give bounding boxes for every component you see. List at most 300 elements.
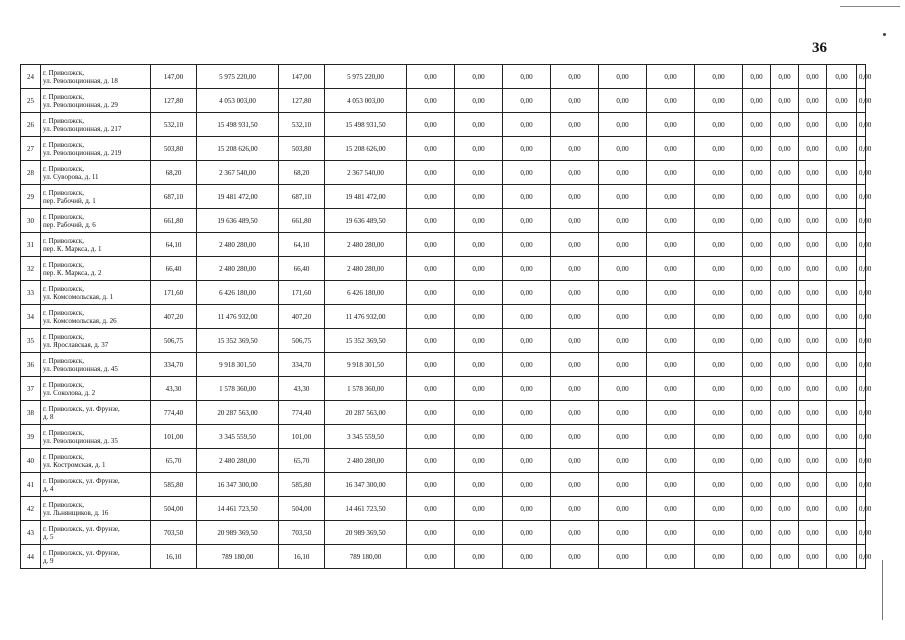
zero-cell: 0,00 [599,137,647,161]
table-row [21,521,866,545]
zero-cell: 0,00 [407,449,455,473]
zero-cell: 0,00 [771,497,799,521]
area-cell-2: 147,00 [279,65,325,89]
table-row [21,185,866,209]
row-number: 33 [21,281,41,305]
cost-cell: 789 180,00 [197,545,279,569]
zero-cell: 0,00 [743,257,771,281]
zero-cell: 0,00 [857,209,866,233]
cost-cell-2: 4 053 003,00 [325,89,407,113]
zero-cell: 0,00 [551,65,599,89]
zero-cell: 0,00 [455,281,503,305]
area-cell-2: 66,40 [279,257,325,281]
zero-cell: 0,00 [743,545,771,569]
zero-cell: 0,00 [599,449,647,473]
zero-cell: 0,00 [771,161,799,185]
zero-cell: 0,00 [857,185,866,209]
cost-cell-2: 15 352 369,50 [325,329,407,353]
table-row [21,449,866,473]
zero-cell: 0,00 [503,65,551,89]
area-cell-2: 503,80 [279,137,325,161]
row-number: 32 [21,257,41,281]
cost-cell: 3 345 559,50 [197,425,279,449]
address-street: ул. Суворова, д. 11 [43,172,99,181]
zero-cell: 0,00 [407,161,455,185]
address-street: д. 5 [43,532,54,541]
zero-cell: 0,00 [743,425,771,449]
zero-cell: 0,00 [695,545,743,569]
zero-cell: 0,00 [771,65,799,89]
zero-cell: 0,00 [799,305,827,329]
area-cell: 661,80 [151,209,197,233]
zero-cell: 0,00 [799,233,827,257]
cost-cell-2: 19 636 489,50 [325,209,407,233]
zero-cell: 0,00 [407,425,455,449]
address-cell [41,473,151,497]
address-cell [41,545,151,569]
zero-cell: 0,00 [455,425,503,449]
zero-cell: 0,00 [551,209,599,233]
zero-cell: 0,00 [551,89,599,113]
cost-cell-2: 15 498 931,50 [325,113,407,137]
zero-cell: 0,00 [695,113,743,137]
zero-cell: 0,00 [455,329,503,353]
area-cell: 43,30 [151,377,197,401]
row-number: 43 [21,521,41,545]
zero-cell: 0,00 [799,401,827,425]
zero-cell: 0,00 [647,377,695,401]
zero-cell: 0,00 [551,305,599,329]
zero-cell: 0,00 [551,545,599,569]
table-row [21,545,866,569]
zero-cell: 0,00 [695,281,743,305]
zero-cell: 0,00 [827,281,857,305]
zero-cell: 0,00 [827,137,857,161]
area-cell-2: 407,20 [279,305,325,329]
address-street: ул. Революционная, д. 219 [43,148,122,157]
zero-cell: 0,00 [407,305,455,329]
zero-cell: 0,00 [799,377,827,401]
zero-cell: 0,00 [647,209,695,233]
address-cell [41,353,151,377]
address-city: г. Приволжск, [43,452,85,461]
zero-cell: 0,00 [503,89,551,113]
cost-cell: 14 461 723,50 [197,497,279,521]
row-number: 40 [21,449,41,473]
zero-cell: 0,00 [827,401,857,425]
cost-cell-2: 1 578 360,00 [325,377,407,401]
table-row [21,497,866,521]
row-number: 24 [21,65,41,89]
zero-cell: 0,00 [857,305,866,329]
zero-cell: 0,00 [799,257,827,281]
row-number: 25 [21,89,41,113]
area-cell: 703,50 [151,521,197,545]
zero-cell: 0,00 [551,233,599,257]
cost-cell-2: 20 989 369,50 [325,521,407,545]
zero-cell: 0,00 [503,113,551,137]
address-city: г. Приволжск, [43,236,85,245]
cost-cell-2: 2 480 280,00 [325,233,407,257]
zero-cell: 0,00 [857,65,866,89]
zero-cell: 0,00 [827,89,857,113]
zero-cell: 0,00 [503,209,551,233]
area-cell-2: 68,20 [279,161,325,185]
zero-cell: 0,00 [599,209,647,233]
cost-cell: 1 578 360,00 [197,377,279,401]
property-table [20,64,872,569]
area-cell: 16,10 [151,545,197,569]
address-city: г. Приволжск, [43,212,85,221]
address-city: г. Приволжск, [43,356,85,365]
zero-cell: 0,00 [771,257,799,281]
area-cell: 504,00 [151,497,197,521]
zero-cell: 0,00 [743,233,771,257]
area-cell: 127,80 [151,89,197,113]
cost-cell: 16 347 300,00 [197,473,279,497]
zero-cell: 0,00 [827,377,857,401]
cost-cell-2: 11 476 932,00 [325,305,407,329]
zero-cell: 0,00 [647,65,695,89]
zero-cell: 0,00 [503,257,551,281]
zero-cell: 0,00 [647,473,695,497]
table-row [21,137,866,161]
zero-cell: 0,00 [799,281,827,305]
address-cell [41,449,151,473]
zero-cell: 0,00 [695,209,743,233]
zero-cell: 0,00 [857,233,866,257]
address-city: г. Приволжск, [43,188,85,197]
zero-cell: 0,00 [455,233,503,257]
zero-cell: 0,00 [503,305,551,329]
zero-cell: 0,00 [695,137,743,161]
zero-cell: 0,00 [551,257,599,281]
area-cell: 334,70 [151,353,197,377]
zero-cell: 0,00 [695,65,743,89]
address-city: г. Приволжск, [43,68,85,77]
address-city: г. Приволжск, ул. Фрунзе, [43,524,120,533]
address-cell [41,257,151,281]
address-city: г. Приволжск, [43,308,85,317]
zero-cell: 0,00 [743,353,771,377]
cost-cell-2: 14 461 723,50 [325,497,407,521]
zero-cell: 0,00 [599,113,647,137]
cost-cell-2: 2 480 280,00 [325,449,407,473]
zero-cell: 0,00 [503,185,551,209]
zero-cell: 0,00 [771,113,799,137]
zero-cell: 0,00 [551,377,599,401]
area-cell: 407,20 [151,305,197,329]
address-street: пер. Рабочий, д. 6 [43,220,96,229]
zero-cell: 0,00 [857,425,866,449]
address-city: г. Приволжск, ул. Фрунзе, [43,548,120,557]
zero-cell: 0,00 [503,137,551,161]
area-cell-2: 774,40 [279,401,325,425]
zero-cell: 0,00 [455,89,503,113]
zero-cell: 0,00 [771,401,799,425]
zero-cell: 0,00 [647,353,695,377]
address-street: ул. Ярославская, д. 37 [43,340,109,349]
address-street: ул. Комсомольская, д. 26 [43,316,117,325]
zero-cell: 0,00 [799,137,827,161]
address-cell [41,113,151,137]
zero-cell: 0,00 [647,233,695,257]
address-city: г. Приволжск, [43,380,85,389]
zero-cell: 0,00 [407,209,455,233]
area-cell-2: 64,10 [279,233,325,257]
zero-cell: 0,00 [799,473,827,497]
cost-cell: 2 480 280,00 [197,449,279,473]
cost-cell: 11 476 932,00 [197,305,279,329]
table-row [21,401,866,425]
zero-cell: 0,00 [799,545,827,569]
zero-cell: 0,00 [743,377,771,401]
table-row [21,281,866,305]
zero-cell: 0,00 [599,257,647,281]
cost-cell: 20 989 369,50 [197,521,279,545]
zero-cell: 0,00 [743,401,771,425]
zero-cell: 0,00 [743,473,771,497]
zero-cell: 0,00 [857,377,866,401]
zero-cell: 0,00 [827,353,857,377]
zero-cell: 0,00 [455,305,503,329]
zero-cell: 0,00 [551,521,599,545]
address-city: г. Приволжск, [43,116,85,125]
zero-cell: 0,00 [455,161,503,185]
zero-cell: 0,00 [857,257,866,281]
zero-cell: 0,00 [799,113,827,137]
zero-cell: 0,00 [827,257,857,281]
row-number: 27 [21,137,41,161]
zero-cell: 0,00 [695,401,743,425]
zero-cell: 0,00 [771,545,799,569]
zero-cell: 0,00 [599,233,647,257]
zero-cell: 0,00 [771,449,799,473]
address-city: г. Приволжск, ул. Фрунзе, [43,404,120,413]
zero-cell: 0,00 [827,209,857,233]
zero-cell: 0,00 [503,401,551,425]
zero-cell: 0,00 [695,377,743,401]
zero-cell: 0,00 [771,89,799,113]
address-street: пер. Рабочий, д. 1 [43,196,96,205]
zero-cell: 0,00 [455,137,503,161]
zero-cell: 0,00 [799,497,827,521]
address-cell [41,305,151,329]
zero-cell: 0,00 [799,329,827,353]
zero-cell: 0,00 [799,425,827,449]
zero-cell: 0,00 [743,521,771,545]
zero-cell: 0,00 [799,353,827,377]
zero-cell: 0,00 [551,353,599,377]
row-number: 44 [21,545,41,569]
zero-cell: 0,00 [771,473,799,497]
zero-cell: 0,00 [857,113,866,137]
zero-cell: 0,00 [647,425,695,449]
zero-cell: 0,00 [695,473,743,497]
zero-cell: 0,00 [503,281,551,305]
zero-cell: 0,00 [799,185,827,209]
cost-cell-2: 20 287 563,00 [325,401,407,425]
zero-cell: 0,00 [857,161,866,185]
address-cell [41,89,151,113]
table-row [21,473,866,497]
zero-cell: 0,00 [551,473,599,497]
zero-cell: 0,00 [455,377,503,401]
area-cell: 64,10 [151,233,197,257]
zero-cell: 0,00 [407,185,455,209]
table-row [21,377,866,401]
zero-cell: 0,00 [551,449,599,473]
cost-cell: 15 352 369,50 [197,329,279,353]
row-number: 29 [21,185,41,209]
zero-cell: 0,00 [857,89,866,113]
area-cell-2: 65,70 [279,449,325,473]
zero-cell: 0,00 [743,89,771,113]
zero-cell: 0,00 [771,329,799,353]
zero-cell: 0,00 [599,185,647,209]
zero-cell: 0,00 [551,161,599,185]
address-cell [41,497,151,521]
area-cell-2: 16,10 [279,545,325,569]
zero-cell: 0,00 [743,161,771,185]
zero-cell: 0,00 [827,425,857,449]
address-street: ул. Соколова, д. 2 [43,388,96,397]
area-cell: 65,70 [151,449,197,473]
zero-cell: 0,00 [407,497,455,521]
zero-cell: 0,00 [771,425,799,449]
address-cell [41,161,151,185]
zero-cell: 0,00 [857,545,866,569]
address-street: д. 8 [43,412,54,421]
cost-cell-2: 789 180,00 [325,545,407,569]
row-number: 35 [21,329,41,353]
zero-cell: 0,00 [455,449,503,473]
zero-cell: 0,00 [407,233,455,257]
zero-cell: 0,00 [599,89,647,113]
row-number: 36 [21,353,41,377]
cost-cell: 9 918 301,50 [197,353,279,377]
address-cell [41,137,151,161]
row-number: 41 [21,473,41,497]
zero-cell: 0,00 [827,449,857,473]
cost-cell-2: 2 480 280,00 [325,257,407,281]
zero-cell: 0,00 [647,497,695,521]
area-cell-2: 101,00 [279,425,325,449]
zero-cell: 0,00 [407,329,455,353]
zero-cell: 0,00 [743,305,771,329]
cost-cell-2: 2 367 540,00 [325,161,407,185]
zero-cell: 0,00 [599,329,647,353]
zero-cell: 0,00 [695,257,743,281]
area-cell-2: 585,80 [279,473,325,497]
zero-cell: 0,00 [407,137,455,161]
cost-cell-2: 19 481 472,00 [325,185,407,209]
row-number: 34 [21,305,41,329]
area-cell: 68,20 [151,161,197,185]
cost-cell-2: 16 347 300,00 [325,473,407,497]
zero-cell: 0,00 [857,329,866,353]
area-cell: 503,80 [151,137,197,161]
address-city: г. Приволжск, [43,428,85,437]
area-cell: 585,80 [151,473,197,497]
zero-cell: 0,00 [743,185,771,209]
zero-cell: 0,00 [551,329,599,353]
zero-cell: 0,00 [407,521,455,545]
area-cell-2: 506,75 [279,329,325,353]
cost-cell-2: 15 208 626,00 [325,137,407,161]
address-street: ул. Революционная, д. 29 [43,100,118,109]
row-number: 42 [21,497,41,521]
zero-cell: 0,00 [503,377,551,401]
zero-cell: 0,00 [695,161,743,185]
zero-cell: 0,00 [743,113,771,137]
address-cell [41,209,151,233]
zero-cell: 0,00 [857,497,866,521]
zero-cell: 0,00 [599,545,647,569]
address-street: д. 9 [43,556,54,565]
zero-cell: 0,00 [407,281,455,305]
zero-cell: 0,00 [551,137,599,161]
scan-artifact-line [840,6,900,7]
area-cell: 66,40 [151,257,197,281]
zero-cell: 0,00 [503,233,551,257]
area-cell-2: 532,10 [279,113,325,137]
area-cell: 532,10 [151,113,197,137]
zero-cell: 0,00 [551,401,599,425]
zero-cell: 0,00 [407,89,455,113]
zero-cell: 0,00 [503,473,551,497]
zero-cell: 0,00 [503,497,551,521]
zero-cell: 0,00 [771,137,799,161]
address-street: ул. Революционная, д. 217 [43,124,122,133]
zero-cell: 0,00 [647,257,695,281]
zero-cell: 0,00 [857,449,866,473]
table-row [21,257,866,281]
address-cell [41,329,151,353]
cost-cell: 19 636 489,50 [197,209,279,233]
zero-cell: 0,00 [455,521,503,545]
zero-cell: 0,00 [799,89,827,113]
row-number: 38 [21,401,41,425]
cost-cell-2: 3 345 559,50 [325,425,407,449]
zero-cell: 0,00 [551,113,599,137]
zero-cell: 0,00 [455,353,503,377]
table-row [21,89,866,113]
zero-cell: 0,00 [827,521,857,545]
zero-cell: 0,00 [771,305,799,329]
zero-cell: 0,00 [695,521,743,545]
zero-cell: 0,00 [857,281,866,305]
zero-cell: 0,00 [647,89,695,113]
zero-cell: 0,00 [799,209,827,233]
row-number: 26 [21,113,41,137]
area-cell: 687,10 [151,185,197,209]
address-street: д. 4 [43,484,54,493]
address-cell [41,65,151,89]
zero-cell: 0,00 [599,353,647,377]
table-row [21,209,866,233]
cost-cell: 19 481 472,00 [197,185,279,209]
zero-cell: 0,00 [799,65,827,89]
zero-cell: 0,00 [695,353,743,377]
zero-cell: 0,00 [503,425,551,449]
zero-cell: 0,00 [695,89,743,113]
zero-cell: 0,00 [857,401,866,425]
zero-cell: 0,00 [647,185,695,209]
area-cell: 774,40 [151,401,197,425]
cost-cell: 15 498 931,50 [197,113,279,137]
zero-cell: 0,00 [857,521,866,545]
